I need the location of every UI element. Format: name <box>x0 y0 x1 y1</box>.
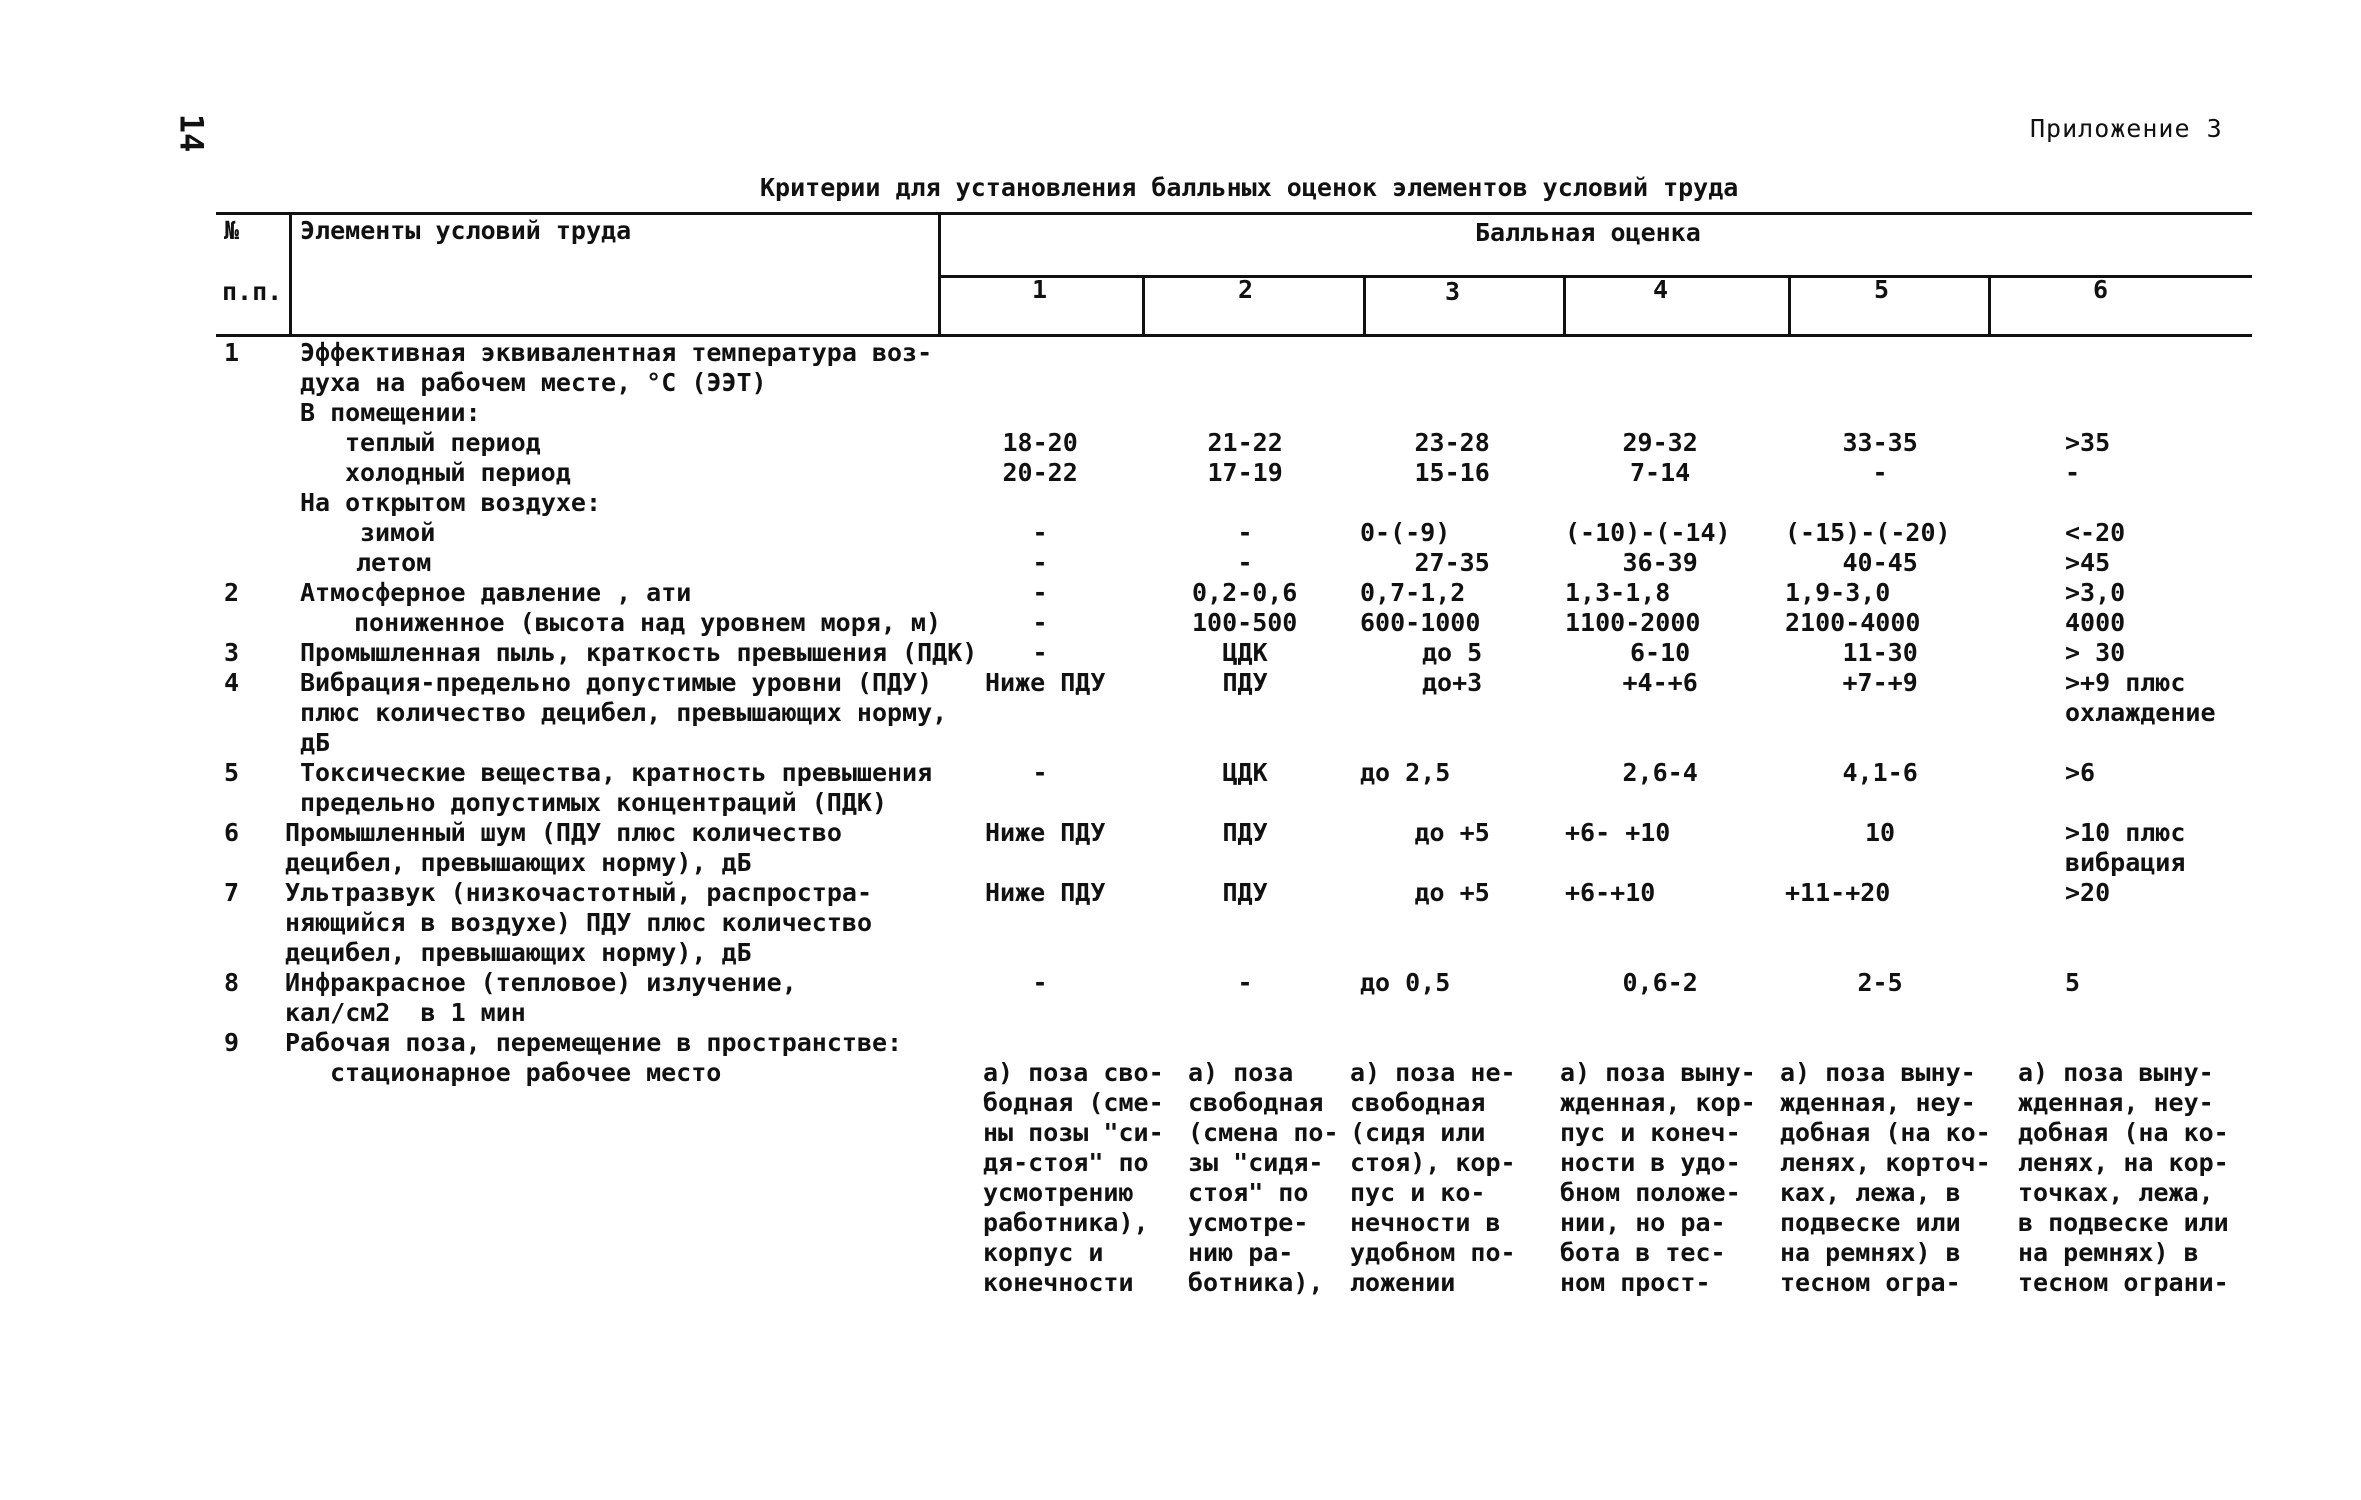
pose-col-4-line: нии, но ра- <box>1560 1208 1726 1237</box>
header-num-1: № <box>224 216 240 245</box>
header-col-2: 2 <box>1238 275 1254 304</box>
pose-col-6-line: точках, лежа, <box>2018 1178 2214 1207</box>
score-value-col-1: - <box>1032 638 1048 667</box>
appendix-label: Приложение 3 <box>2030 114 2223 143</box>
header-vline-c3 <box>1363 277 1366 334</box>
element-text-line: дБ <box>300 728 331 757</box>
element-text-line: Токсические вещества, кратность превышения <box>300 758 933 787</box>
pose-col-4-line: ном прост- <box>1560 1268 1711 1297</box>
score-value-col-2: - <box>1237 518 1253 547</box>
pose-col-6-line: ленях, на кор- <box>2018 1148 2229 1177</box>
pose-col-5-line: тесном огра- <box>1780 1268 1961 1297</box>
score-value-col-2: ЦДК <box>1222 758 1268 787</box>
element-text-line: Рабочая поза, перемещение в пространстве: <box>285 1028 903 1057</box>
score-value-col-6: > 30 <box>2065 638 2126 667</box>
score-value-col-2: - <box>1237 548 1253 577</box>
score-value-col-4: 1,3-1,8 <box>1565 578 1671 607</box>
score-value-col-6-extra: охлаждение <box>2065 698 2216 727</box>
pose-col-3-line: пус и ко- <box>1350 1178 1486 1207</box>
score-value-col-5: +7-+9 <box>1842 668 1918 697</box>
pose-col-3-line: (сидя или <box>1350 1118 1486 1147</box>
score-value-col-1: - <box>1032 968 1048 997</box>
row-number: 4 <box>224 668 240 697</box>
table-title: Критерии для установления балльных оценок элементов условий труда <box>760 173 1739 202</box>
score-value-col-3: до 5 <box>1422 638 1483 667</box>
score-value-col-1: - <box>1032 578 1048 607</box>
pose-col-6-line: а) поза выну- <box>2018 1058 2214 1087</box>
element-sub-label: летом <box>356 548 432 577</box>
pose-col-4-line: бном положе- <box>1560 1178 1741 1207</box>
pose-col-1-line: конечности <box>983 1268 1134 1297</box>
row-number: 8 <box>224 968 240 997</box>
pose-col-2-line: стоя" по <box>1188 1178 1309 1207</box>
header-bottom-rule <box>216 334 2252 337</box>
element-text-line: Инфракрасное (тепловое) излучение, <box>285 968 797 997</box>
score-value-col-1: Ниже ПДУ <box>985 668 1106 697</box>
pose-col-3-line: стоя), кор- <box>1350 1148 1516 1177</box>
header-vline-num <box>289 214 292 334</box>
score-value-col-1: Ниже ПДУ <box>985 818 1106 847</box>
element-text-line: децибел, превышающих норму), дБ <box>285 938 752 967</box>
score-value-col-6: >10 плюс <box>2065 818 2186 847</box>
pose-col-2-line: нию ра- <box>1188 1238 1294 1267</box>
pose-col-3-line: а) поза не- <box>1350 1058 1516 1087</box>
pose-col-2-line: усмотре- <box>1188 1208 1309 1237</box>
score-value-col-5: 11-30 <box>1842 638 1918 667</box>
pose-col-5-line: а) поза выну- <box>1780 1058 1976 1087</box>
score-value-col-3: 0,7-1,2 <box>1360 578 1466 607</box>
score-value-col-2: ПДУ <box>1222 818 1268 847</box>
score-value-col-4: +6- +10 <box>1565 818 1671 847</box>
header-vline-elem <box>938 214 941 334</box>
score-value-col-2: ЦДК <box>1222 638 1268 667</box>
score-value-col-2: - <box>1237 968 1253 997</box>
score-value-col-6: - <box>2065 458 2081 487</box>
score-value-col-2: 0,2-0,6 <box>1192 578 1298 607</box>
score-value-col-3: 600-1000 <box>1360 608 1481 637</box>
score-value-col-3: 23-28 <box>1414 428 1490 457</box>
score-value-col-4: 0,6-2 <box>1622 968 1698 997</box>
pose-col-6-line: жденная, неу- <box>2018 1088 2214 1117</box>
score-value-col-4: 6-10 <box>1630 638 1691 667</box>
pose-col-4-line: жденная, кор- <box>1560 1088 1756 1117</box>
pose-col-1-line: ны позы "си- <box>983 1118 1164 1147</box>
pose-col-2-line: ботника), <box>1188 1268 1324 1297</box>
score-value-col-5: 2100-4000 <box>1785 608 1921 637</box>
score-value-col-5: 40-45 <box>1842 548 1918 577</box>
score-value-col-4: 36-39 <box>1622 548 1698 577</box>
pose-col-1-line: корпус и <box>983 1238 1104 1267</box>
element-sub-label: стационарное рабочее место <box>330 1058 722 1087</box>
pose-col-5-line: жденная, неу- <box>1780 1088 1976 1117</box>
score-value-col-6: >6 <box>2065 758 2096 787</box>
header-col-4: 4 <box>1653 275 1669 304</box>
header-num-2: п.п. <box>222 277 283 306</box>
score-value-col-4: 1100-2000 <box>1565 608 1701 637</box>
element-sub-label: зимой <box>360 518 436 547</box>
pose-col-6-line: на ремнях) в <box>2018 1238 2199 1267</box>
score-value-col-1: 18-20 <box>1002 428 1078 457</box>
score-value-col-5: +11-+20 <box>1785 878 1891 907</box>
element-text-line: децибел, превышающих норму), дБ <box>285 848 752 877</box>
score-value-col-4: 7-14 <box>1630 458 1691 487</box>
header-score-rule <box>940 275 2252 278</box>
element-sub-label: Атмосферное давление , ати <box>300 578 692 607</box>
score-value-col-1: - <box>1032 548 1048 577</box>
pose-col-6-line: тесном ограни- <box>2018 1268 2229 1297</box>
score-value-col-3: 0-(-9) <box>1360 518 1451 547</box>
pose-col-4-line: а) поза выну- <box>1560 1058 1756 1087</box>
element-text-line: Промышленный шум (ПДУ плюс количество <box>285 818 842 847</box>
pose-col-5-line: на ремнях) в <box>1780 1238 1961 1267</box>
score-value-col-4: (-10)-(-14) <box>1565 518 1731 547</box>
pose-col-1-line: работника), <box>983 1208 1149 1237</box>
pose-col-1-line: бодная (сме- <box>983 1088 1164 1117</box>
score-value-col-6: >3,0 <box>2065 578 2126 607</box>
element-text-line: В помещении: <box>300 398 481 427</box>
score-value-col-4: 2,6-4 <box>1622 758 1698 787</box>
score-value-col-5: 2-5 <box>1857 968 1903 997</box>
score-value-col-1: 20-22 <box>1002 458 1078 487</box>
pose-col-1-line: дя-стоя" по <box>983 1148 1149 1177</box>
score-value-col-6: <-20 <box>2065 518 2126 547</box>
score-value-col-3: до +5 <box>1414 818 1490 847</box>
score-value-col-3: 27-35 <box>1414 548 1490 577</box>
score-value-col-4: +4-+6 <box>1622 668 1698 697</box>
score-value-col-2: 100-500 <box>1192 608 1298 637</box>
score-value-col-2: ПДУ <box>1222 878 1268 907</box>
score-value-col-5: 10 <box>1865 818 1896 847</box>
row-number: 2 <box>224 578 240 607</box>
row-number: 5 <box>224 758 240 787</box>
element-text-line: кал/см2 в 1 мин <box>285 998 526 1027</box>
score-value-col-5: 1,9-3,0 <box>1785 578 1891 607</box>
score-value-col-2: ПДУ <box>1222 668 1268 697</box>
pose-col-4-line: бота в тес- <box>1560 1238 1726 1267</box>
score-value-col-4: +6-+10 <box>1565 878 1656 907</box>
score-value-col-3: до +5 <box>1414 878 1490 907</box>
page-number: 14 <box>172 113 211 153</box>
element-text-line: Эффективная эквивалентная температура воз- <box>300 338 933 367</box>
score-value-col-1: Ниже ПДУ <box>985 878 1106 907</box>
header-col-3: 3 <box>1445 277 1461 306</box>
pose-col-5-line: добная (на ко- <box>1780 1118 1991 1147</box>
score-value-col-6-extra: вибрация <box>2065 848 2186 877</box>
pose-col-5-line: ках, лежа, в <box>1780 1178 1961 1207</box>
header-vline-c4 <box>1563 277 1566 334</box>
element-sub-label: холодный период <box>345 458 571 487</box>
score-value-col-1: - <box>1032 758 1048 787</box>
header-col-5: 5 <box>1874 275 1890 304</box>
pose-col-3-line: ложении <box>1350 1268 1456 1297</box>
pose-col-3-line: свободная <box>1350 1088 1486 1117</box>
pose-col-6-line: добная (на ко- <box>2018 1118 2229 1147</box>
pose-col-3-line: нечности в <box>1350 1208 1501 1237</box>
score-value-col-5: 33-35 <box>1842 428 1918 457</box>
pose-col-1-line: усмотрению <box>983 1178 1134 1207</box>
header-col-1: 1 <box>1032 275 1048 304</box>
score-value-col-4: 29-32 <box>1622 428 1698 457</box>
row-number: 9 <box>224 1028 240 1057</box>
score-value-col-3: 15-16 <box>1414 458 1490 487</box>
score-value-col-3: до 0,5 <box>1360 968 1451 997</box>
pose-col-5-line: ленях, корточ- <box>1780 1148 1991 1177</box>
element-sub-label: Промышленная пыль, краткость превышения (ПДК) <box>300 638 978 667</box>
element-text-line: Вибрация-предельно допустимые уровни (ПДУ) <box>300 668 933 697</box>
pose-col-2-line: а) поза <box>1188 1058 1294 1087</box>
pose-col-2-line: (смена по- <box>1188 1118 1339 1147</box>
score-value-col-3: до+3 <box>1422 668 1483 697</box>
element-sub-label: пониженное (высота над уровнем моря, м) <box>354 608 941 637</box>
score-value-col-6: >+9 плюс <box>2065 668 2186 697</box>
row-number: 7 <box>224 878 240 907</box>
header-vline-c2 <box>1142 277 1145 334</box>
pose-col-4-line: ности в удо- <box>1560 1148 1741 1177</box>
score-value-col-2: 17-19 <box>1207 458 1283 487</box>
pose-col-2-line: зы "сидя- <box>1188 1148 1324 1177</box>
score-value-col-3: до 2,5 <box>1360 758 1451 787</box>
score-value-col-5: 4,1-6 <box>1842 758 1918 787</box>
pose-col-5-line: подвеске или <box>1780 1208 1961 1237</box>
score-value-col-6: >35 <box>2065 428 2111 457</box>
pose-col-2-line: свободная <box>1188 1088 1324 1117</box>
element-text-line: духа на рабочем месте, °С (ЭЭТ) <box>300 368 767 397</box>
element-text-line: предельно допустимых концентраций (ПДК) <box>300 788 887 817</box>
header-elements: Элементы условий труда <box>300 216 632 245</box>
element-text-line: няющийся в воздухе) ПДУ плюс количество <box>285 908 872 937</box>
score-value-col-6: >45 <box>2065 548 2111 577</box>
pose-col-4-line: пус и конеч- <box>1560 1118 1741 1147</box>
header-vline-c6 <box>1988 277 1991 334</box>
element-text-line: Ультразвук (низкочастотный, распростра- <box>285 878 872 907</box>
pose-col-1-line: а) поза сво- <box>983 1058 1164 1087</box>
score-value-col-2: 21-22 <box>1207 428 1283 457</box>
header-vline-c5 <box>1788 277 1791 334</box>
pose-col-3-line: удобном по- <box>1350 1238 1516 1267</box>
score-value-col-5: - <box>1872 458 1888 487</box>
header-top-rule <box>216 212 2252 215</box>
score-value-col-1: - <box>1032 608 1048 637</box>
score-value-col-1: - <box>1032 518 1048 547</box>
score-value-col-5: (-15)-(-20) <box>1785 518 1951 547</box>
score-value-col-6: 5 <box>2065 968 2081 997</box>
element-sub-label: теплый период <box>345 428 541 457</box>
element-text-line: плюс количество децибел, превышающих норму, <box>300 698 948 727</box>
pose-col-6-line: в подвеске или <box>2018 1208 2229 1237</box>
score-value-col-6: >20 <box>2065 878 2111 907</box>
score-value-col-6: 4000 <box>2065 608 2126 637</box>
row-number: 1 <box>224 338 240 367</box>
header-score: Балльная оценка <box>1475 218 1701 247</box>
header-col-6: 6 <box>2093 275 2109 304</box>
element-sub-label: На открытом воздухе: <box>300 488 602 517</box>
row-number: 3 <box>224 638 240 667</box>
row-number: 6 <box>224 818 240 847</box>
